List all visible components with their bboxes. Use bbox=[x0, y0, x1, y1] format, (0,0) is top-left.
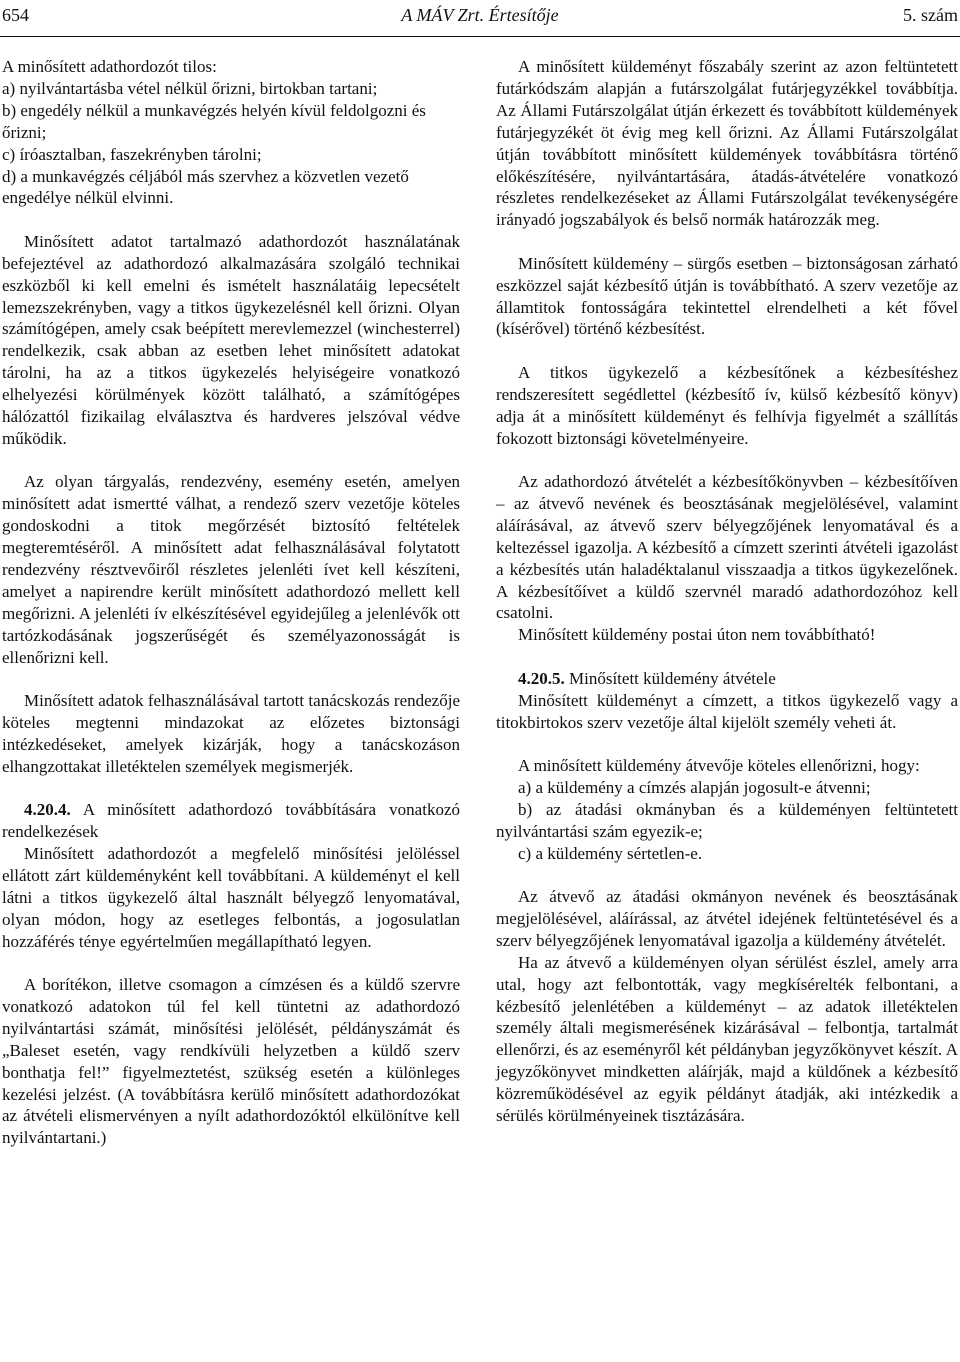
paragraph: A titkos ügykezelő a kézbesítőnek a kézbesítéshez rendszeresített segédlettel (kézbesítő ív, külső kézbesítő könyv) adja át a minősített küldeményt és felhívja figyelmét a szállítás fokozott biztonsági követelményeire. bbox=[496, 362, 958, 448]
issue-number: 5. szám bbox=[903, 5, 958, 25]
publication-title: A MÁV Zrt. Értesítője bbox=[401, 5, 559, 25]
check-list bbox=[496, 755, 958, 865]
list-intro: A minősített adathordozót tilos: bbox=[2, 57, 217, 76]
list-item: a) nyilvántartásba vétel nélkül őrizni, birtokban tartani; bbox=[2, 78, 378, 98]
paragraph: Minősített küldemény postai úton nem továbbítható! bbox=[518, 625, 876, 645]
left-column bbox=[2, 56, 460, 1171]
list-item: a) a küldemény a címzés alapján jogosult-e átvenni; bbox=[518, 777, 871, 797]
list-item: d) a munkavégzés céljából más szervhez a közvetlen vezető engedélye nélkül elvinni. bbox=[2, 166, 409, 208]
paragraph: Minősített adatot tartalmazó adathordozót használatának befejeztével az adathordozó alkalmazására szolgáló technikai eszközből ki kell emelni és ismételt használatáig lepecsételt lemezszekrényben, vagy a titkos ügykezelésnél kell őrizni. Olyan számítógépen, amely csak beépített merevlemezzel (winchesterrel) rendelkezik, csak abban az esetben lehet minősített adatokat tárolni, ha az a titkos ügykezelés helyiségeire vonatkozó elhelyezési körülmények között található, a számítógépes hálózattól fizikailag elválasztva és hardveres jelszóval védve működik. bbox=[2, 231, 460, 448]
section-title: A minősített adathordozó továbbítására vonatkozó rendelkezések bbox=[2, 800, 460, 842]
prohibition-list bbox=[2, 56, 460, 209]
header-rule bbox=[0, 36, 960, 37]
section-heading bbox=[2, 799, 460, 843]
paragraph: Minősített küldemény – sürgős esetben – biztonságosan zárható eszközzel saját kézbesítő útján is továbbítható. A szerv vezetője az államtitok fontosságára tekintettel elrendelheti a két fővel (kísérővel) történő kézbesítést. bbox=[496, 253, 958, 339]
section-heading bbox=[496, 668, 958, 690]
paragraph: Ha az átvevő a küldeményen olyan sérülést észlel, amely arra utal, hogy azt felbontották, vagy megkísérelték felbontani, a kézbesítő jelenlétében a küldeményt – az adatok illetéktelen személy általi megismerésének kizárásával – felbontja, tartalmát ellenőrzi, és az eseményről két példányban jegyzőkönyvet készít. A jegyzőkönyvet mindketten aláírják, majd a küldőnek a kézbesítő közreműködésével az egyik példányt átadják, aki intézkedik a sérülés körülményeinek tisztázására. bbox=[496, 952, 958, 1126]
paragraph: A borítékon, illetve csomagon a címzésen és a küldő szervre vonatkozó adatokon túl fel kell tüntetni az adathordozó nyilvántartási számát, minősítési jelölését, példányszámát és „Baleset esetén, vagy rendkívüli helyzetben a küldő szerv bonthatja fel!” figyelmeztetést, szükség esetén a különleges kezelési jelzést. (A továbbításra kerülő minősített adathordozókat az átvételi elismervényen a nyílt adathordozóktól elkülönítve kell nyilvántartani.) bbox=[2, 975, 460, 1148]
list-item: b) az átadási okmányban és a küldeményen feltüntetett nyilvántartási szám egyezik-e; bbox=[496, 799, 958, 841]
paragraph: Az átvevő az átadási okmányon nevének és beosztásának megjelölésével, aláírással, az átvétel idejének feltüntetésével és a szerv bélyegzőjének lenyomatával igazolja a küldemény átvételét. bbox=[496, 887, 958, 950]
paragraph: A minősített küldeményt főszabály szerint az azon feltüntetett futárkódszám alapján a futárszolgálat futárjegyzékkel továbbítja. Az Állami Futárszolgálat útján érkezett és továbbított küldemények futárjegyzékét öt évig meg kell őrizni. Az Állami Futárszolgálat útján továbbított minősített küldemények továbbításra történő előkészítésére, nyilvántartására, átadás-átvételére vonatkozó részletes rendelkezéseket az Állami Futárszolgálat tevékenységére irányadó jogszabályok és belső normák határozzák meg. bbox=[496, 57, 958, 230]
list-item: c) íróasztalban, faszekrényben tárolni; bbox=[2, 144, 262, 164]
paragraph: Minősített adathordozót a megfelelő minősítési jelöléssel ellátott zárt küldeményként kell továbbítani. A küldeményt el kell látni a titkos ügykezelő által használt bélyegző lenyomatával, olyan módon, hogy az esetleges felbontás, a jogosulatlan hozzáférés ténye egyértelműen megállapítható legyen. bbox=[2, 844, 460, 951]
paragraph: Minősített küldeményt a címzett, a titkos ügykezelő vagy a titokbirtokos szerv vezetője által kijelölt személy veheti át. bbox=[496, 690, 958, 732]
paragraph: Az olyan tárgyalás, rendezvény, esemény esetén, amelyen minősített adat ismertté válhat, a rendező szerv vezetője köteles gondoskodni a titok megőrzését biztosító feltételek megteremtéséről. A minősített adat felhasználásával folytatott rendezvény résztvevőiről részletes jelenléti ívet kell készíteni, amelyet a napirendre került minősített adathordozó mellett kell megőrizni. A jelenléti ív elkészítésével egyidejűleg a jelenlévők ott tartózkodásának jogszerűségét és személyazonosságát is ellenőrizni kell. bbox=[2, 472, 460, 667]
page-number: 654 bbox=[2, 5, 29, 25]
right-column bbox=[496, 56, 958, 1148]
paragraph: Az adathordozó átvételét a kézbesítőkönyvben – kézbesítőíven – az átvevő nevének és beosztásának megjelölésével, valamint aláírásával, az átvevő szerv bélyegzőjének lenyomatával és a keltezéssel igazolja. A kézbesítő a címzett szerinti átvételi igazolást a kézbesítés után haladéktalanul visszaadja a titkos ügykezelőnek. A kézbesítőívet a küldő szervnél maradó adathordozóhoz kell csatolni. bbox=[496, 472, 958, 623]
section-title: Minősített küldemény átvétele bbox=[569, 668, 776, 688]
list-item: b) engedély nélkül a munkavégzés helyén kívül feldolgozni és őrizni; bbox=[2, 100, 426, 142]
page-header bbox=[0, 0, 960, 36]
paragraph: Minősített adatok felhasználásával tartott tanácskozás rendezője köteles megtenni mindazokat az előzetes biztonsági intézkedéseket, amelyek kizárják, hogy a tanácskozáson elhangzottakat illetéktelen személyek megismerjék. bbox=[2, 691, 460, 776]
section-number: 4.20.4. bbox=[24, 800, 71, 820]
list-intro: A minősített küldemény átvevője köteles ellenőrizni, hogy: bbox=[518, 755, 920, 775]
list-item: c) a küldemény sértetlen-e. bbox=[518, 843, 703, 863]
section-number: 4.20.5. bbox=[518, 668, 565, 688]
